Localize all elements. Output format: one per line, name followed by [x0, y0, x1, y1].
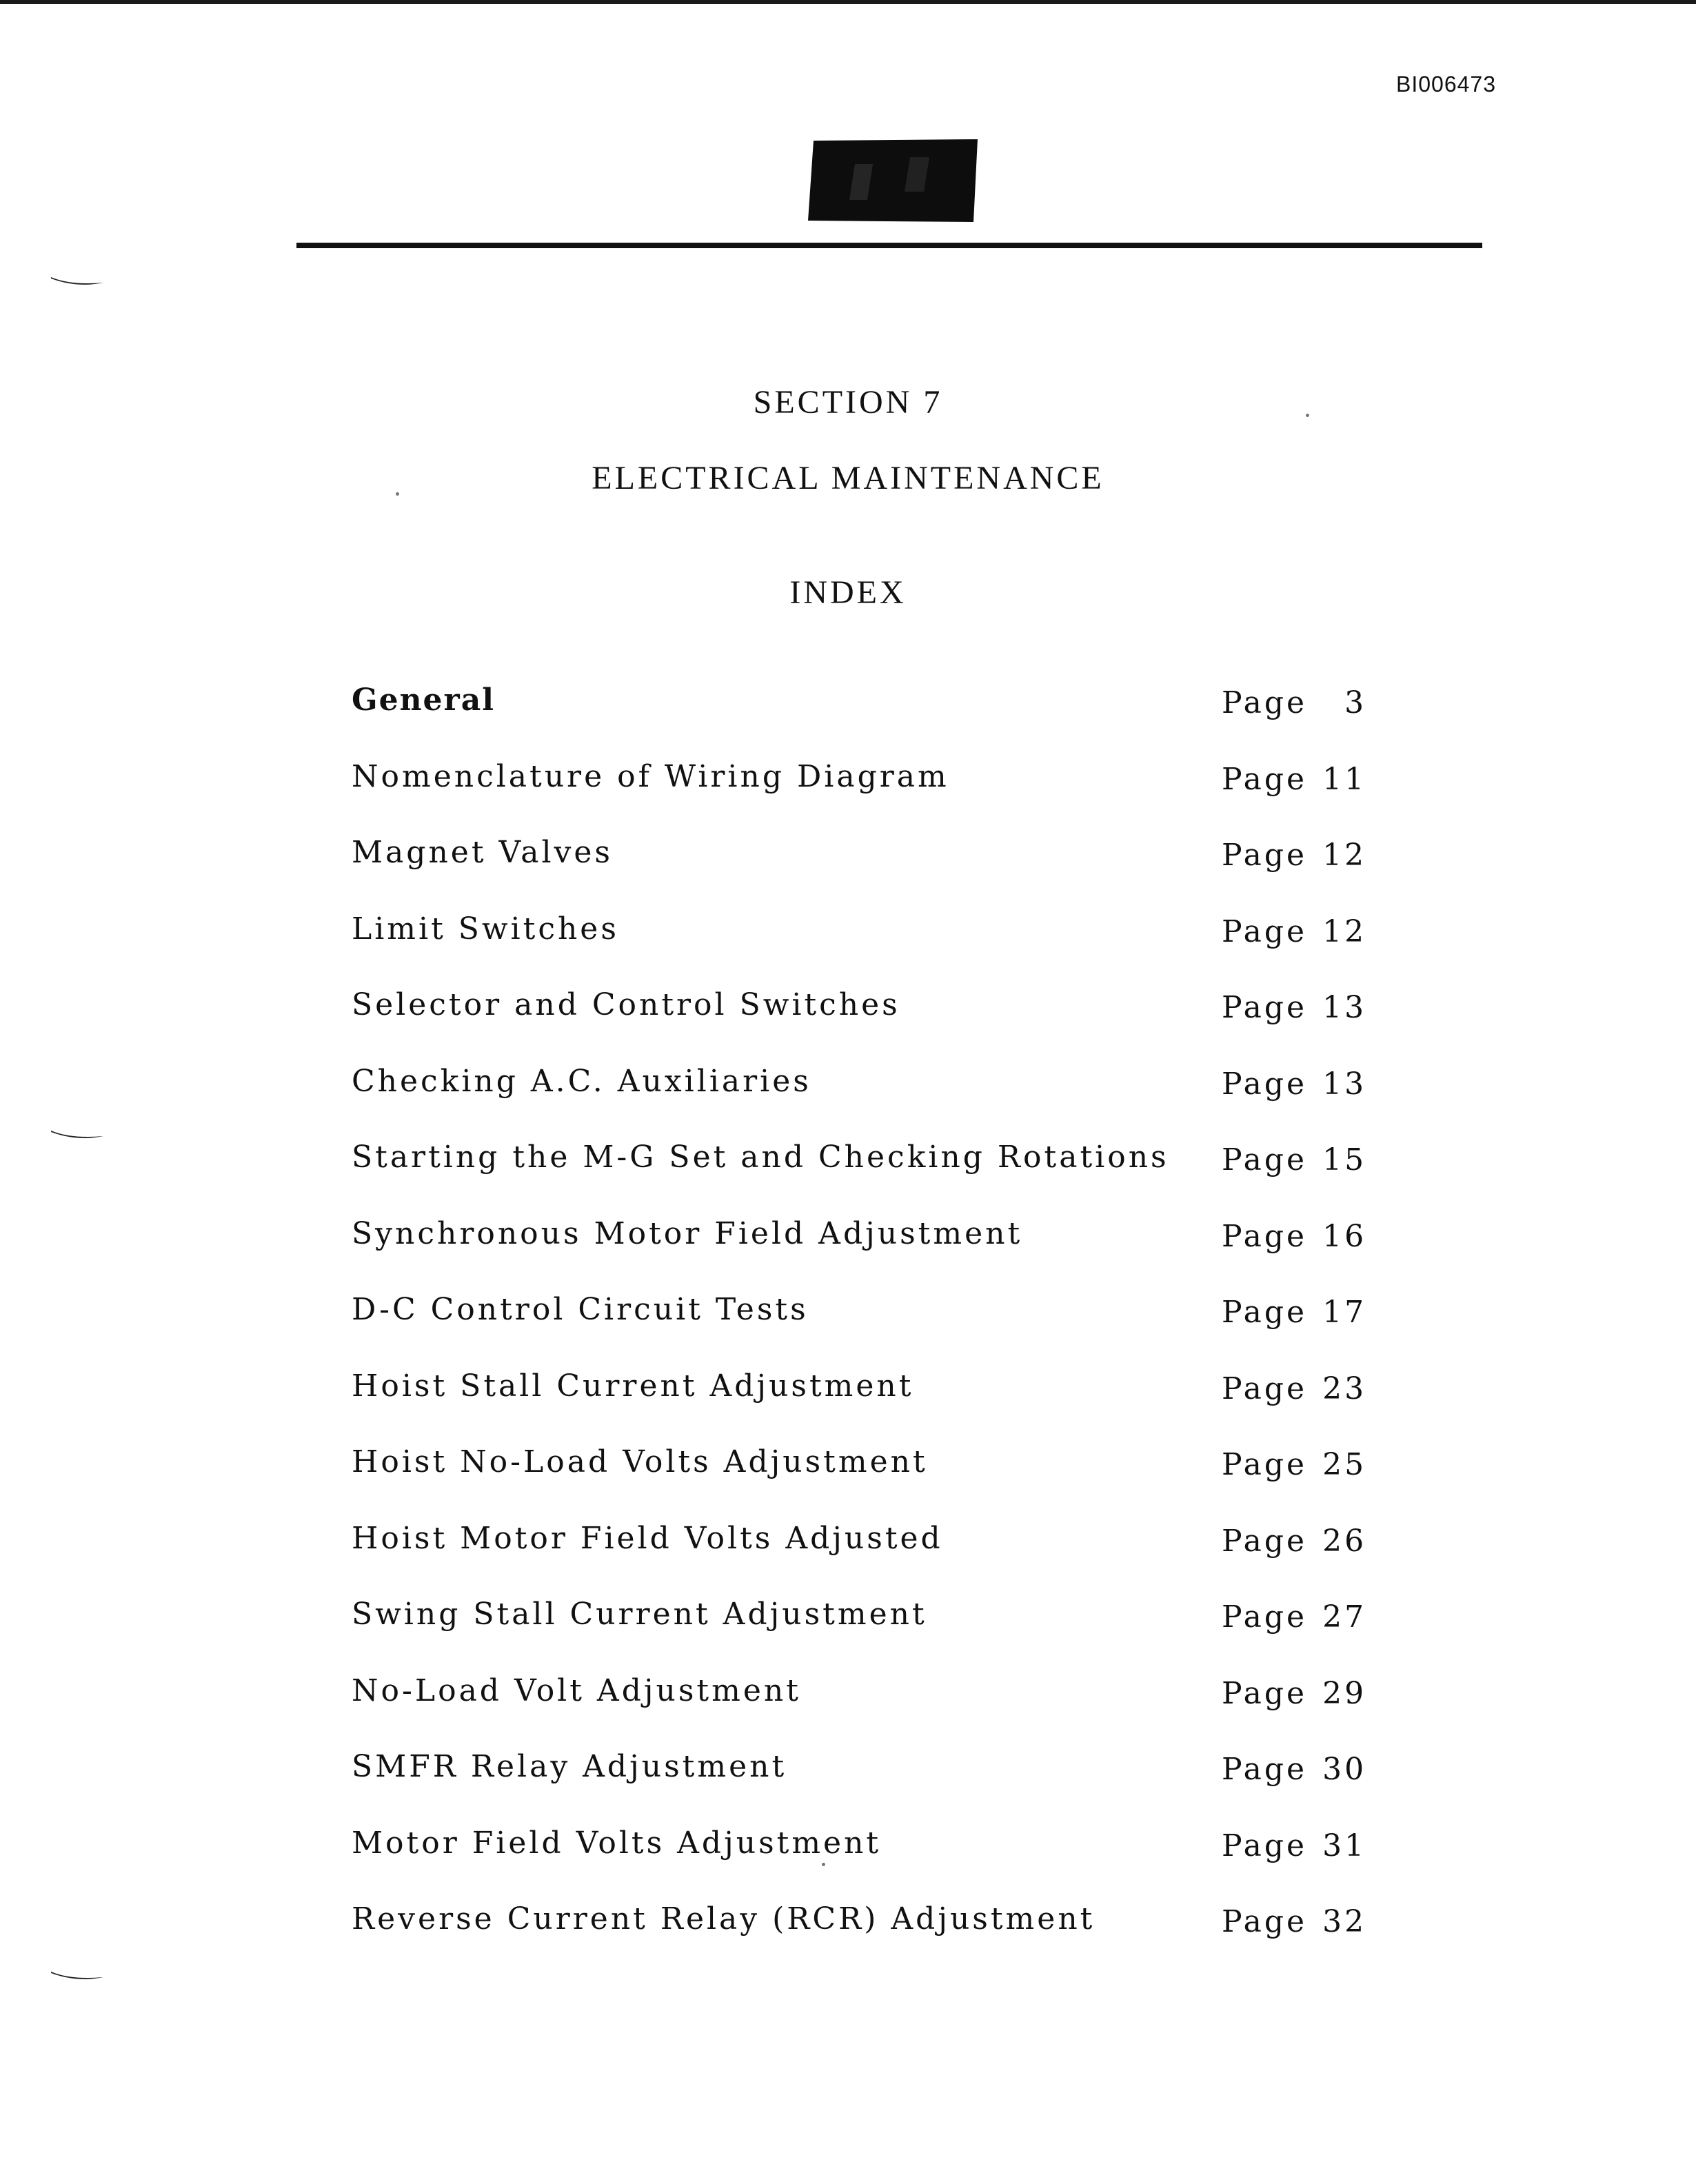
binder-hole-mark [50, 274, 105, 288]
section-title: ELECTRICAL MAINTENANCE [592, 460, 1104, 496]
company-logo-icon [807, 136, 980, 223]
index-entry [352, 1140, 1367, 1216]
index-entry-title: Magnet Valves [352, 835, 614, 870]
index-entry [352, 1672, 1367, 1750]
index-entry-title: Selector and Control Switches [352, 987, 900, 1022]
index-entry-title: Reverse Current Relay (RCR) Adjustment [352, 1901, 1096, 1937]
index-entry-page: Page 3 [1222, 685, 1367, 720]
scan-top-edge [0, 0, 1696, 4]
index-entry-title: General [352, 682, 495, 718]
index-entry [352, 1825, 1367, 1902]
index-entry [352, 1368, 1367, 1445]
index-entry [352, 1749, 1367, 1826]
index-entry [352, 835, 1367, 911]
index-list [352, 682, 1367, 1978]
index-entry [352, 1215, 1367, 1293]
index-entry-page: Page 29 [1222, 1675, 1367, 1711]
index-entry-page: Page 32 [1222, 1904, 1367, 1939]
index-entry-page: Page 13 [1222, 990, 1367, 1025]
index-entry-page: Page 11 [1222, 761, 1367, 797]
index-entry-page: Page 23 [1222, 1371, 1367, 1406]
header-rule [296, 243, 1482, 248]
index-entry-page: Page 27 [1222, 1599, 1367, 1635]
index-entry-page: Page 16 [1222, 1218, 1367, 1254]
index-entry-title: Starting the M-G Set and Checking Rotations [352, 1140, 1169, 1175]
index-entry-title: SMFR Relay Adjustment [352, 1749, 787, 1784]
index-entry-title: Synchronous Motor Field Adjustment [352, 1215, 1023, 1251]
index-entry-title: No-Load Volt Adjustment [352, 1672, 801, 1708]
index-entry-title: Checking A.C. Auxiliaries [352, 1063, 811, 1099]
section-label: SECTION 7 [753, 384, 943, 421]
index-entry-title: D-C Control Circuit Tests [352, 1292, 809, 1327]
index-entry-title: Hoist Stall Current Adjustment [352, 1368, 914, 1404]
index-entry [352, 682, 1367, 759]
binder-hole-mark [50, 1969, 105, 1983]
index-entry [352, 1444, 1367, 1521]
index-entry-page: Page 30 [1222, 1752, 1367, 1787]
index-entry-page: Page 15 [1222, 1142, 1367, 1177]
index-entry [352, 1901, 1367, 1978]
index-entry [352, 1292, 1367, 1368]
index-entry-title: Limit Switches [352, 911, 619, 947]
index-entry [352, 911, 1367, 988]
index-entry [352, 1063, 1367, 1140]
index-entry-page: Page 12 [1222, 913, 1367, 949]
index-entry-page: Page 17 [1222, 1295, 1367, 1330]
index-entry-title: Nomenclature of Wiring Diagram [352, 758, 949, 794]
binder-hole-mark [50, 1128, 105, 1142]
document-id: BI006473 [1395, 72, 1496, 97]
index-label: INDEX [789, 574, 907, 611]
index-entry [352, 758, 1367, 836]
index-entry-title: Swing Stall Current Adjustment [352, 1597, 927, 1632]
index-entry [352, 987, 1367, 1064]
index-entry-page: Page 12 [1222, 838, 1367, 873]
index-entry-page: Page 13 [1222, 1066, 1367, 1102]
index-entry-title: Motor Field Volts Adjustment [352, 1825, 882, 1861]
index-entry-page: Page 25 [1222, 1447, 1367, 1482]
index-entry [352, 1597, 1367, 1673]
index-entry [352, 1520, 1367, 1597]
index-entry-title: Hoist No-Load Volts Adjustment [352, 1444, 928, 1479]
index-entry-page: Page 26 [1222, 1523, 1367, 1559]
index-entry-title: Hoist Motor Field Volts Adjusted [352, 1520, 943, 1556]
index-entry-page: Page 31 [1222, 1828, 1367, 1863]
